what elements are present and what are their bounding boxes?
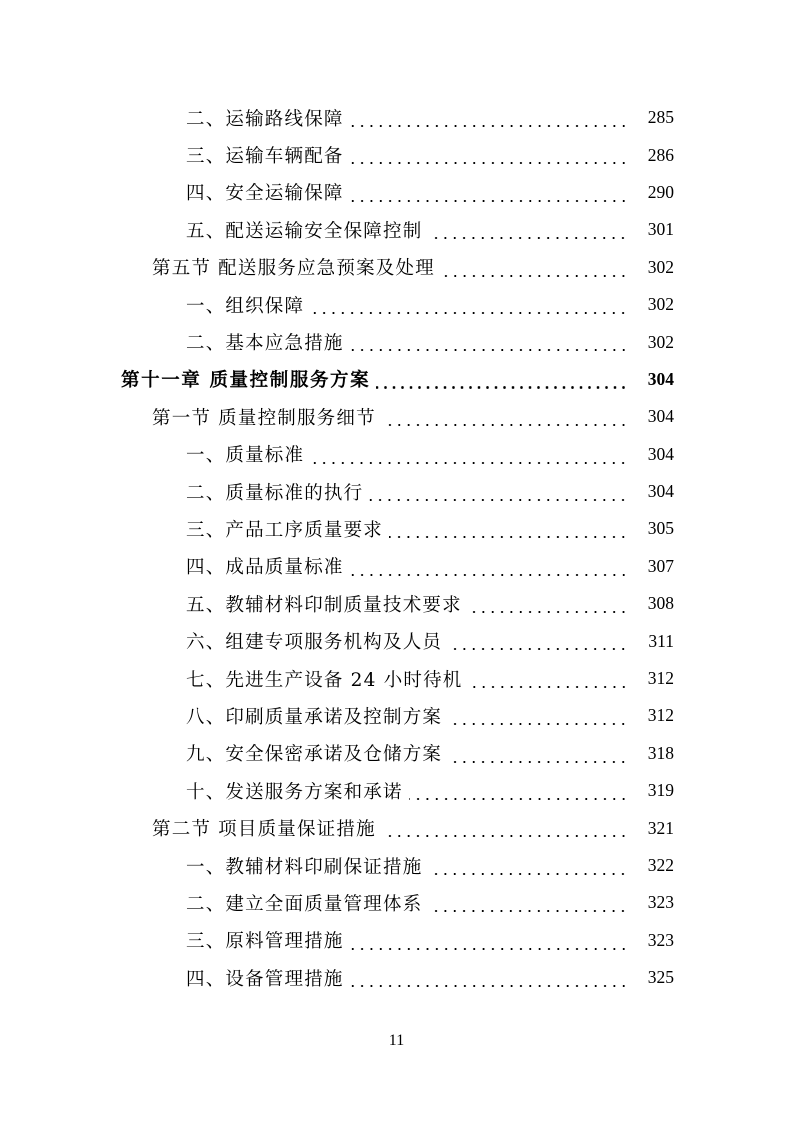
dot-leader bbox=[382, 835, 628, 837]
toc-entry[interactable] bbox=[0, 136, 793, 173]
dot-leader bbox=[448, 648, 628, 650]
toc-entry-page: 302 bbox=[630, 332, 674, 353]
toc-entry-page: 302 bbox=[630, 294, 674, 315]
dot-leader bbox=[441, 275, 628, 277]
toc-entry-page: 311 bbox=[630, 631, 674, 652]
toc-entry-page: 304 bbox=[630, 369, 674, 390]
toc-section-entry[interactable] bbox=[0, 809, 793, 846]
toc-entry[interactable] bbox=[0, 473, 793, 510]
toc-entry-page: 307 bbox=[630, 556, 674, 577]
dot-leader bbox=[310, 312, 628, 314]
toc-entry[interactable] bbox=[0, 660, 793, 697]
dot-leader bbox=[382, 424, 628, 426]
toc-entry-page: 319 bbox=[630, 780, 674, 801]
toc-entry-page: 318 bbox=[630, 743, 674, 764]
toc-entry-page: 321 bbox=[630, 818, 674, 839]
toc-entry-page: 304 bbox=[630, 444, 674, 465]
toc-entry-page: 286 bbox=[630, 145, 674, 166]
toc-entry-title: 一、组织保障 bbox=[186, 292, 308, 318]
dot-leader bbox=[468, 611, 628, 613]
toc-entry-page: 302 bbox=[630, 257, 674, 278]
dot-leader bbox=[448, 723, 628, 725]
toc-entry[interactable] bbox=[0, 622, 793, 659]
toc-entry[interactable] bbox=[0, 585, 793, 622]
toc-entry-page: 285 bbox=[630, 107, 674, 128]
dot-leader bbox=[428, 910, 628, 912]
dot-leader bbox=[350, 948, 628, 950]
dot-leader bbox=[428, 873, 628, 875]
page-number: 11 bbox=[388, 1032, 405, 1049]
toc-entry-title: 四、设备管理措施 bbox=[186, 965, 348, 991]
toc-entry-title: 六、组建专项服务机构及人员 bbox=[186, 628, 446, 654]
toc-entry-title: 九、安全保密承诺及仓储方案 bbox=[186, 740, 446, 766]
toc-entry[interactable] bbox=[0, 286, 793, 323]
toc-entry[interactable] bbox=[0, 772, 793, 809]
toc-entry[interactable] bbox=[0, 847, 793, 884]
toc-entry-page: 290 bbox=[630, 182, 674, 203]
toc-section-entry[interactable] bbox=[0, 249, 793, 286]
toc-entry-title: 十、发送服务方案和承诺 bbox=[186, 778, 407, 804]
toc-entry[interactable] bbox=[0, 884, 793, 921]
toc-entry[interactable] bbox=[0, 510, 793, 547]
dot-leader bbox=[369, 499, 628, 501]
toc-entry-page: 323 bbox=[630, 892, 674, 913]
dot-leader bbox=[376, 386, 628, 389]
toc-chapter-entry[interactable] bbox=[0, 361, 793, 398]
dot-leader bbox=[350, 200, 628, 202]
toc-entry-page: 304 bbox=[630, 406, 674, 427]
dot-leader bbox=[350, 985, 628, 987]
toc-entry-title: 二、建立全面质量管理体系 bbox=[186, 890, 426, 916]
toc-entry-page: 305 bbox=[630, 518, 674, 539]
toc-entry-title: 四、安全运输保障 bbox=[186, 179, 348, 205]
dot-leader bbox=[469, 686, 628, 688]
toc-section-entry[interactable] bbox=[0, 398, 793, 435]
toc-entry-title: 三、产品工序质量要求 bbox=[186, 516, 387, 542]
dot-leader bbox=[428, 237, 628, 239]
toc-entry[interactable] bbox=[0, 436, 793, 473]
toc-entry[interactable] bbox=[0, 174, 793, 211]
toc-entry-title: 第十一章 质量控制服务方案 bbox=[121, 366, 374, 392]
table-of-contents bbox=[0, 99, 793, 996]
toc-entry-title: 一、质量标准 bbox=[186, 441, 308, 467]
toc-entry-page: 301 bbox=[630, 219, 674, 240]
toc-entry-page: 312 bbox=[630, 668, 674, 689]
toc-entry-page: 308 bbox=[630, 593, 674, 614]
toc-entry-title: 二、基本应急措施 bbox=[186, 329, 348, 355]
toc-entry[interactable] bbox=[0, 959, 793, 996]
toc-entry[interactable] bbox=[0, 99, 793, 136]
toc-entry[interactable] bbox=[0, 735, 793, 772]
toc-entry-title: 五、教辅材料印制质量技术要求 bbox=[186, 591, 466, 617]
toc-entry-title: 二、质量标准的执行 bbox=[186, 479, 367, 505]
dot-leader bbox=[389, 536, 628, 538]
toc-entry-title: 二、运输路线保障 bbox=[186, 105, 348, 131]
dot-leader bbox=[409, 798, 628, 800]
dot-leader bbox=[350, 349, 628, 351]
toc-entry[interactable] bbox=[0, 548, 793, 585]
toc-entry-title: 三、原料管理措施 bbox=[186, 927, 348, 953]
toc-entry-title: 第二节 项目质量保证措施 bbox=[152, 815, 380, 841]
toc-entry-title: 八、印刷质量承诺及控制方案 bbox=[186, 703, 446, 729]
toc-entry[interactable] bbox=[0, 697, 793, 734]
dot-leader bbox=[310, 462, 628, 464]
toc-entry[interactable] bbox=[0, 922, 793, 959]
toc-entry-title: 第五节 配送服务应急预案及处理 bbox=[152, 254, 439, 280]
toc-entry-page: 325 bbox=[630, 967, 674, 988]
toc-entry-page: 312 bbox=[630, 705, 674, 726]
dot-leader bbox=[350, 125, 628, 127]
dot-leader bbox=[350, 574, 628, 576]
dot-leader bbox=[350, 162, 628, 164]
toc-entry-page: 323 bbox=[630, 930, 674, 951]
toc-entry-title: 三、运输车辆配备 bbox=[186, 142, 348, 168]
toc-entry-title: 五、配送运输安全保障控制 bbox=[186, 217, 426, 243]
toc-entry[interactable] bbox=[0, 211, 793, 248]
toc-entry-title: 四、成品质量标准 bbox=[186, 553, 348, 579]
toc-entry-title: 七、先进生产设备 24 小时待机 bbox=[186, 666, 467, 692]
dot-leader bbox=[448, 761, 628, 763]
toc-entry-title: 一、教辅材料印刷保证措施 bbox=[186, 853, 426, 879]
toc-entry-title: 第一节 质量控制服务细节 bbox=[152, 404, 380, 430]
toc-entry[interactable] bbox=[0, 323, 793, 360]
toc-entry-page: 304 bbox=[630, 481, 674, 502]
toc-entry-page: 322 bbox=[630, 855, 674, 876]
